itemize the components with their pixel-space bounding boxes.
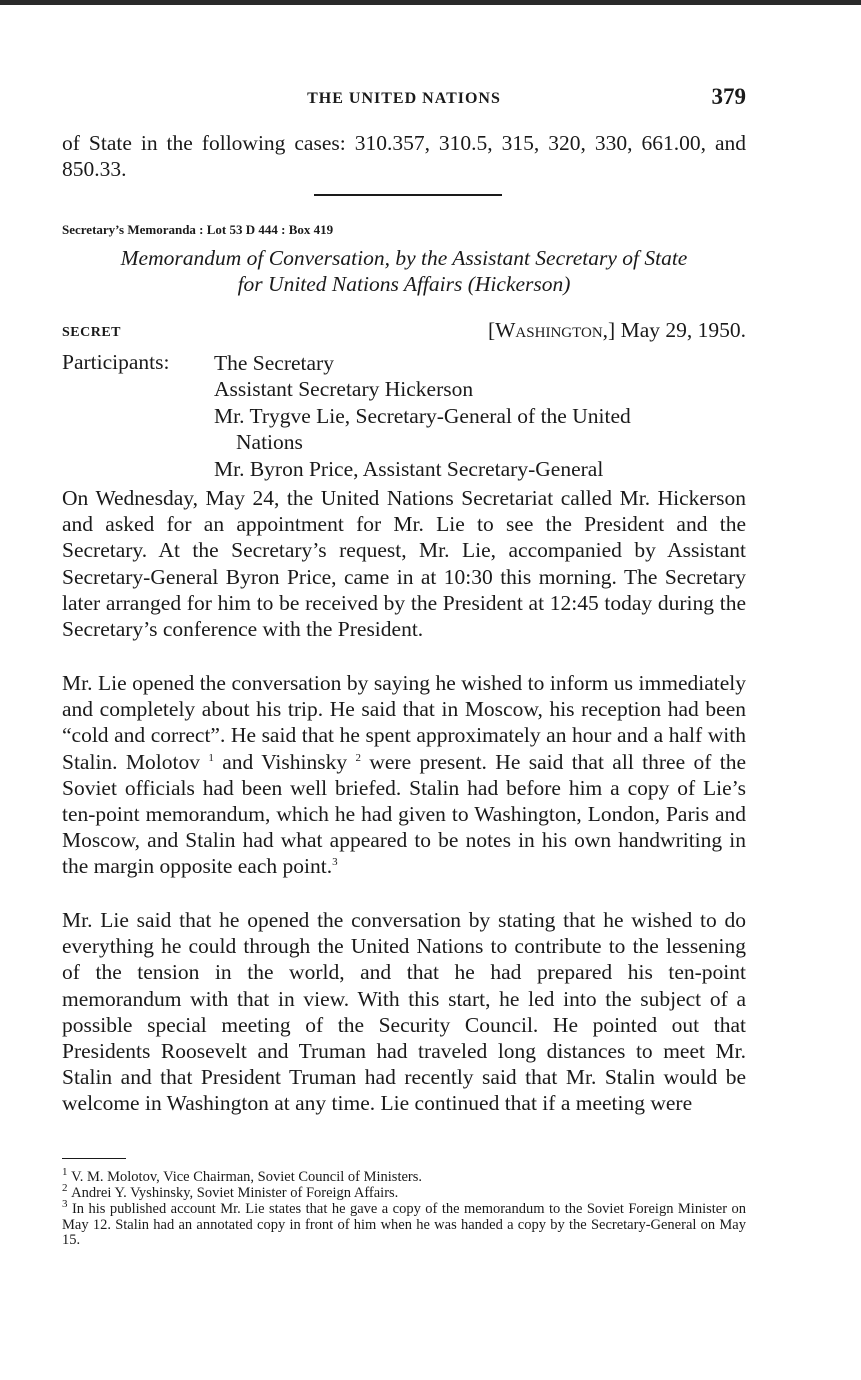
footnote-mark: 2 — [62, 1182, 68, 1195]
footnote-ref-2[interactable]: 2 — [355, 751, 361, 764]
dateline-place: [Washington,] — [487, 318, 616, 342]
page-number: 379 — [711, 84, 746, 109]
para2-text-2: and Vishinsky — [222, 749, 348, 774]
participant-item: Mr. Byron Price, Assistant Secretary-General — [214, 457, 604, 481]
footnote-mark: 3 — [62, 1198, 68, 1211]
body-paragraph-2 — [62, 670, 746, 880]
footnote-ref-3[interactable]: 3 — [332, 856, 338, 869]
para2-text-3: were present. He said that all three of the Soviet officials had been well briefed. Stalin had before him a copy of Lie’s ten-point memorandum, which he had given to Washington, London, Paris and Moscow, and Stalin had what appeared to be notes in his own handwriting in the margin opposite each point. — [62, 749, 747, 879]
footnote-3 — [62, 1198, 746, 1249]
source-citation: Secretary’s Memoranda : Lot 53 D 444 : Box 419 — [62, 222, 334, 237]
para3-text-1: Mr. Lie said that he opened the conversation by stating that he — [62, 908, 624, 932]
title-line-1: Memorandum of Conversation, by the Assistant Secretary of State — [120, 246, 688, 270]
running-head: THE UNITED NATIONS — [307, 90, 501, 107]
para2-text-1: Mr. Lie opened the conversation by saying he wished to inform us immediately and completely about his trip. He said that in Moscow, his reception had been “cold and correct”. He said that he spent approximately an hour and a half with Stalin. Molotov — [62, 671, 746, 774]
footnote-text: Andrei Y. Vyshinsky, Soviet Minister of Foreign Affairs. — [71, 1185, 399, 1201]
footnote-2 — [62, 1182, 746, 1202]
footnote-ref-1[interactable]: 1 — [208, 751, 214, 764]
page-header — [62, 84, 746, 114]
participant-item: Mr. Trygve Lie, Secretary-General of the United — [214, 404, 631, 428]
dateline-date: May 29, 1950. — [620, 318, 746, 342]
participant-item: Assistant Secretary Hickerson — [214, 377, 474, 401]
footnote-text: In his published account Mr. Lie states that he gave a copy of the memorandum to the Soviet Foreign Minister on May 12. Stalin had an annotated copy in front of him when he was handed a copy by the Secretary-General on May 15. — [62, 1201, 746, 1248]
body-paragraph-1: On Wednesday, May 24, the United Nations Secretariat called Mr. Hickerson and asked for an appointment for Mr. Lie to see the President and the Secretary. At the Secretary’s request, Mr. Lie, accompanied by Assistant Secretary-General Byron Price, came in at 10:30 this morning. The Secretary later arranged for him to be received by the President at 12:45 today during the Secretary’s conference with the President. — [62, 486, 746, 642]
footnote-1 — [62, 1166, 746, 1186]
page-top-edge — [0, 0, 861, 5]
para3-text-2: wished to do everything he could through the United Nations to contribute to the lessening of the tension in the world, and that he had prepared his ten-point memorandum with that in view. With this start, he led into the subject of a possible special meeting of the Security Council. He pointed out that Presidents Roosevelt and Truman had traveled long distances to meet Mr. Stalin and that President Truman had recently said that Mr. Stalin would be welcome in Washington at any time. Lie continued that if a meeting were — [62, 908, 747, 1116]
section-divider — [314, 194, 502, 196]
body-paragraph-3 — [62, 907, 746, 1117]
title-line-2: for United Nations Affairs (Hickerson) — [237, 272, 571, 296]
footnote-text: V. M. Molotov, Vice Chairman, Soviet Council of Ministers. — [71, 1169, 422, 1185]
continuation-paragraph: of State in the following cases: 310.357, 310.5, 315, 320, 330, 661.00, and 850.33. — [62, 131, 746, 182]
footnote-divider — [62, 1158, 126, 1159]
participant-item: Nations — [236, 430, 303, 454]
classification-label: SECRET — [62, 325, 122, 340]
dateline — [488, 318, 746, 343]
footnote-mark: 1 — [62, 1166, 68, 1179]
participants-label: Participants: — [62, 350, 170, 374]
participant-item: The Secretary — [214, 351, 334, 375]
document-title — [62, 245, 746, 297]
